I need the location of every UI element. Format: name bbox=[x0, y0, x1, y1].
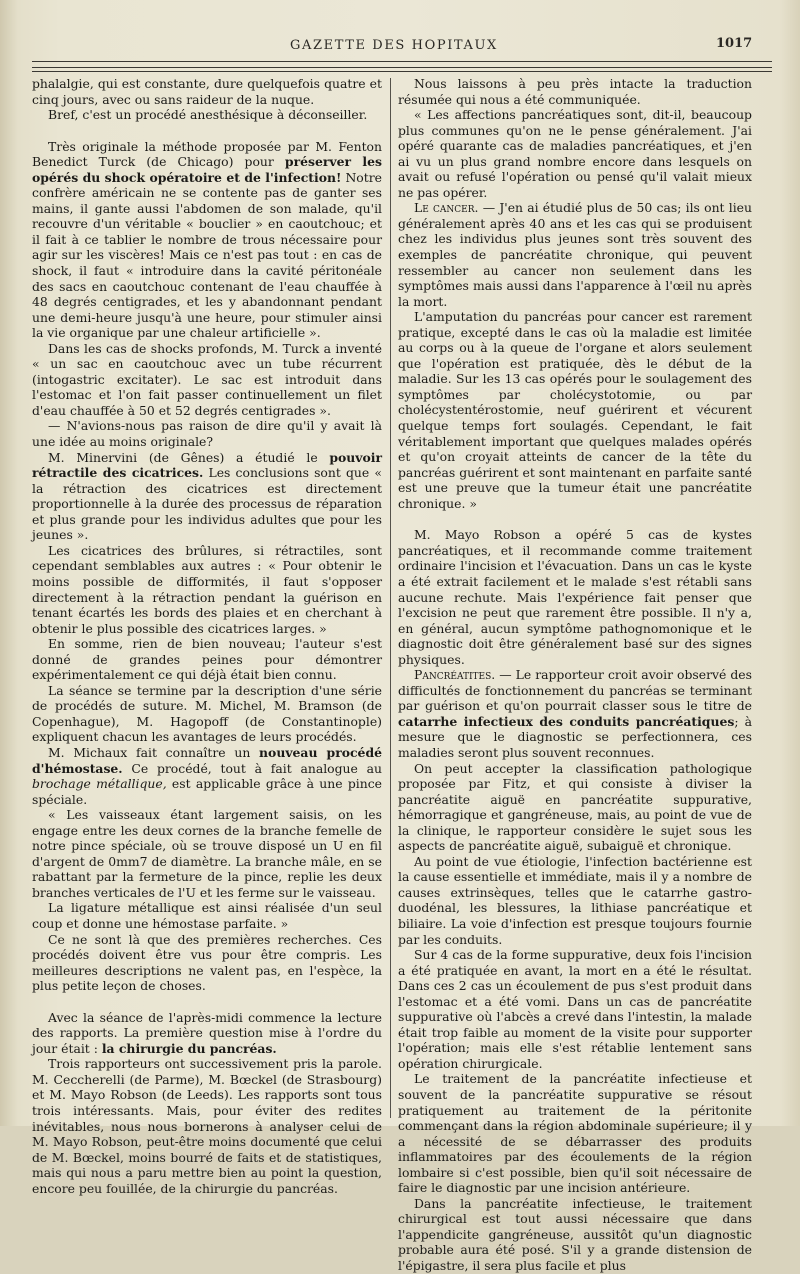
paragraph: Au point de vue étiologie, l'infection bactérienne est la cause essentielle et immédiate, mais il y a nombre de causes extrinsèques, telles que le catarrhe gastro-duodénal, les blessures, la lithiase pancréatique et biliaire. La voie d'infection est presque toujours fournie par les conduits. bbox=[398, 853, 752, 947]
paragraph bbox=[32, 450, 382, 543]
text-run: M. Minervini (de Gênes) a étudié le bbox=[48, 449, 330, 465]
section-label: Le cancer. bbox=[414, 200, 479, 216]
section-label: Pancréatites. bbox=[414, 667, 496, 683]
paragraph: La ligature métallique est ainsi réalisée d'un seul coup et donne une hémostase parfaite. » bbox=[32, 900, 382, 931]
bold-phrase: catarrhe infectieux des conduits pancréatiques bbox=[398, 713, 735, 729]
text-run: Avec la séance de l'après-midi commence la lecture des rapports. La première question mise à l'ordre du jour était : bbox=[32, 1009, 382, 1056]
paragraph bbox=[32, 1010, 382, 1057]
text-run: — Le rapporteur croit avoir observé des difficultés de fonctionnement du pancréas se terminant par guérison et qu'on pourrait classer sous le titre de bbox=[398, 667, 752, 714]
paragraph: Trois rapporteurs ont successivement pris la parole. M. Ceccherelli (de Parme), M. Bœckel (de Strasbourg) et M. Mayo Robson (de Leeds). Les rapports sont tous trois intéressants. Mais, pour éviter des redites inévitables, nous nous bornerons à analyser celui de M. Mayo Robson, peut-être moins documenté que celui de M. Bœckel, moins bourré de faits et de statistiques, mais qui nous a paru mettre bien au point la question, encore peu fouillée, de la chirurgie du pancréas. bbox=[32, 1056, 382, 1196]
paragraph: Dans les cas de shocks profonds, M. Turck a inventé « un sac en caoutchouc avec un tube récurrent (intogastric excitater). Le sac est introduit dans l'estomac et l'on fait passer continuellement un filet d'eau chauffée à 50 et 52 degrés centigrades ». bbox=[32, 340, 382, 418]
text-run: Ce procédé, tout à fait analogue au bbox=[122, 760, 382, 776]
text-run: Très originale la méthode proposée par M. Fenton Benedict Turck (de Chicago) pour bbox=[32, 138, 382, 170]
text-run: est applicable grâce à une pince spéciale. bbox=[32, 776, 382, 807]
paragraph: Sur 4 cas de la forme suppurative, deux fois l'incision a été pratiquée en avant, la mort en a été le résultat. Dans ces 2 cas un écoulement de pus s'est produit dans l'estomac et a été vomi. Dans un cas de pancréatite suppurative où l'abcès a crevé dans l'intestin, la malade était trop faible au moment de la visite pour supporter l'opération; mais elle s'est rétablie lentement sans opération chirurgicale. bbox=[398, 947, 752, 1071]
bold-phrase: la chirurgie du pancréas. bbox=[101, 1040, 277, 1056]
paragraph: Dans la pancréatite infectieuse, le traitement chirurgical est tout aussi nécessaire que dans l'appendicite gangréneuse, aussitôt qu'un diagnostic probable aura été posé. S'il y a grande distension de l'épigastre, il sera plus facile et plus bbox=[398, 1195, 752, 1274]
paragraph: La séance se termine par la description d'une série de procédés de suture. M. Michel, M. Bramson (de Copenhague), M. Hagopoff (de Constantinople) expliquent chacun les avantages de leurs procédés. bbox=[32, 682, 382, 745]
text-run: Les conclusions sont que « la rétraction des cicatrices est directement proportionnelle à la durée des processus de réparation et plus grande pour les individus adultes que pour les jeunes ». bbox=[32, 465, 382, 543]
paragraph bbox=[32, 745, 382, 807]
header-rule bbox=[32, 61, 772, 62]
page-number: 1017 bbox=[716, 36, 753, 51]
paragraph: On peut accepter la classification pathologique proposée par Fitz, et qui consiste à diviser la pancréatite aiguë en pancréatite suppurative, hémorragique et gangréneuse, mais, au point de vue de la clinique, le rapporteur considère le sujet sous les aspects de pancréatite aiguë, subaiguë et chronique. bbox=[398, 760, 752, 854]
paragraph: « Les vaisseaux étant largement saisis, on les engage entre les deux cornes de la branche femelle de notre pince spéciale, où se trouve disposé un U en fil d'argent de 0mm7 de diamètre. La branche mâle, en se rabattant par la fermeture de la pince, replie les deux branches verticales de l'U et les ferme sur le vaisseau. bbox=[32, 807, 382, 900]
page-header-title: GAZETTE DES HOPITAUX bbox=[290, 38, 498, 53]
paragraph: Ce ne sont là que des premières recherches. Ces procédés doivent être vus pour être compris. Les meilleures descriptions ne valent pas, en l'espèce, la plus petite leçon de choses. bbox=[32, 931, 382, 994]
paragraph: « Les affections pancréatiques sont, dit-il, beaucoup plus communes qu'on ne le pense généralement. J'ai opéré quarante cas de maladies pancréatiques, et j'en ai vu un plus grand nombre encore dans lesquels on avait ou refusé l'opération ou pensé qu'il valait mieux ne pas opérer. bbox=[398, 107, 752, 200]
column-divider bbox=[390, 78, 391, 1118]
left-column bbox=[32, 76, 382, 1196]
right-column bbox=[398, 76, 752, 1274]
text-run: — J'en ai étudié plus de 50 cas; ils ont lieu généralement après 40 ans et les cas qui se produisent chez les individus plus jeunes sont très souvent des exemples de pancréatite chronique, qui peuvent ressembler au cancer non seulement dans les symptômes mais aussi dans l'apparence à l'œil nu après la mort. bbox=[398, 200, 753, 309]
paragraph: Les cicatrices des brûlures, si rétractiles, sont cependant semblables aux autres : « Pour obtenir le moins possible de difformités, il faut s'opposer directement à la rétraction pendant la guérison en tenant écartés les bords des plaies et en cherchant à obtenir le plus possible des cicatrices larges. » bbox=[32, 542, 382, 636]
header-rule bbox=[32, 71, 772, 72]
text-run: ; à mesure que le diagnostic se perfectionnera, ces maladies seront plus souvent reconnues. bbox=[398, 713, 752, 760]
paragraph: En somme, rien de bien nouveau; l'auteur s'est donné de grandes peines pour démontrer expérimentalement ce qui déjà était bien connu. bbox=[32, 636, 382, 683]
paragraph bbox=[398, 667, 752, 760]
paragraph: phalalgie, qui est constante, dure quelquefois quatre et cinq jours, avec ou sans raideur de la nuque. bbox=[32, 76, 382, 107]
header-rule bbox=[32, 67, 772, 68]
bold-phrase: pouvoir rétractile des cicatrices. bbox=[32, 449, 382, 481]
paragraph: — N'avions-nous pas raison de dire qu'il y avait là une idée au moins originale? bbox=[32, 418, 382, 450]
bold-phrase: préserver les opérés du shock opératoire et de l'infection! bbox=[32, 154, 382, 185]
paragraph: Bref, c'est un procédé anesthésique à déconseiller. bbox=[48, 107, 368, 123]
paragraph bbox=[32, 139, 382, 341]
paragraph: Nous laissons à peu près intacte la traduction résumée qui nous a été communiquée. bbox=[398, 76, 752, 107]
paragraph: M. Mayo Robson a opéré 5 cas de kystes pancréatiques, et il recommande comme traitement ordinaire l'incision et l'évacuation. Dans un cas le kyste a été extrait facilement et le malade s'est rétabli sans aucune rechute. Mais l'expérience fait penser que l'excision ne peut que rarement être possible. Il n'y a, en général, aucun symptôme pathognomonique et le diagnostic doit être généralement basé sur des signes physiques. bbox=[398, 527, 752, 667]
paragraph bbox=[398, 200, 752, 309]
paragraph: L'amputation du pancréas pour cancer est rarement pratique, excepté dans le cas où la maladie est limitée au corps ou à la queue de l'organe et alors seulement que l'opération est pratiquée, dès le début de la maladie. Sur les 13 cas opérés pour le soulagement des symptômes par cholécystotomie, ou par cholécystentérostomie, neuf guérirent et vécurent quelque temps fort soulagés. Cependant, le fait véritablement important que quelques malades opérés et qu'on croyait atteints de cancer de la tête du pancréas guérirent et sont maintenant en parfaite santé est une preuve que la tumeur était une pancréatite chronique. » bbox=[398, 309, 752, 511]
text-run: Notre confrère américain ne se contente pas de ganter ses mains, il gante aussi l'abdomen de son malade, qu'il recouvre d'un véritable « bouclier » en caoutchouc; et il fait à ce tablier le nombre de trous nécessaire pour agir sur les viscères! Mais ce n'est pas tout : en cas de shock, il faut « introduire dans la cavité péritonéale des sacs en caoutchouc contenant de l'eau chauffée à 48 degrés centigrades, et les y abandonnant pendant une demi-heure jusqu'à une heure, pour stimuler ainsi la vie organique par une chaleur artificielle ». bbox=[32, 169, 382, 341]
italic-phrase: brochage métallique, bbox=[32, 776, 167, 792]
text-run: M. Michaux fait connaître un bbox=[48, 744, 260, 760]
paragraph: Le traitement de la pancréatite infectieuse et souvent de la pancréatite suppurative se résout pratiquement au traitement de la péritonite commençant dans la région abdominale supérieure; il y a nécessité de se débarrasser des produits inflammatoires par des écoulements de la région lombaire si c'est possible, bien qu'il soit nécessaire de faire le diagnostic par une incision antérieure. bbox=[398, 1071, 752, 1196]
bold-phrase: nouveau procédé d'hémostase. bbox=[32, 744, 382, 776]
